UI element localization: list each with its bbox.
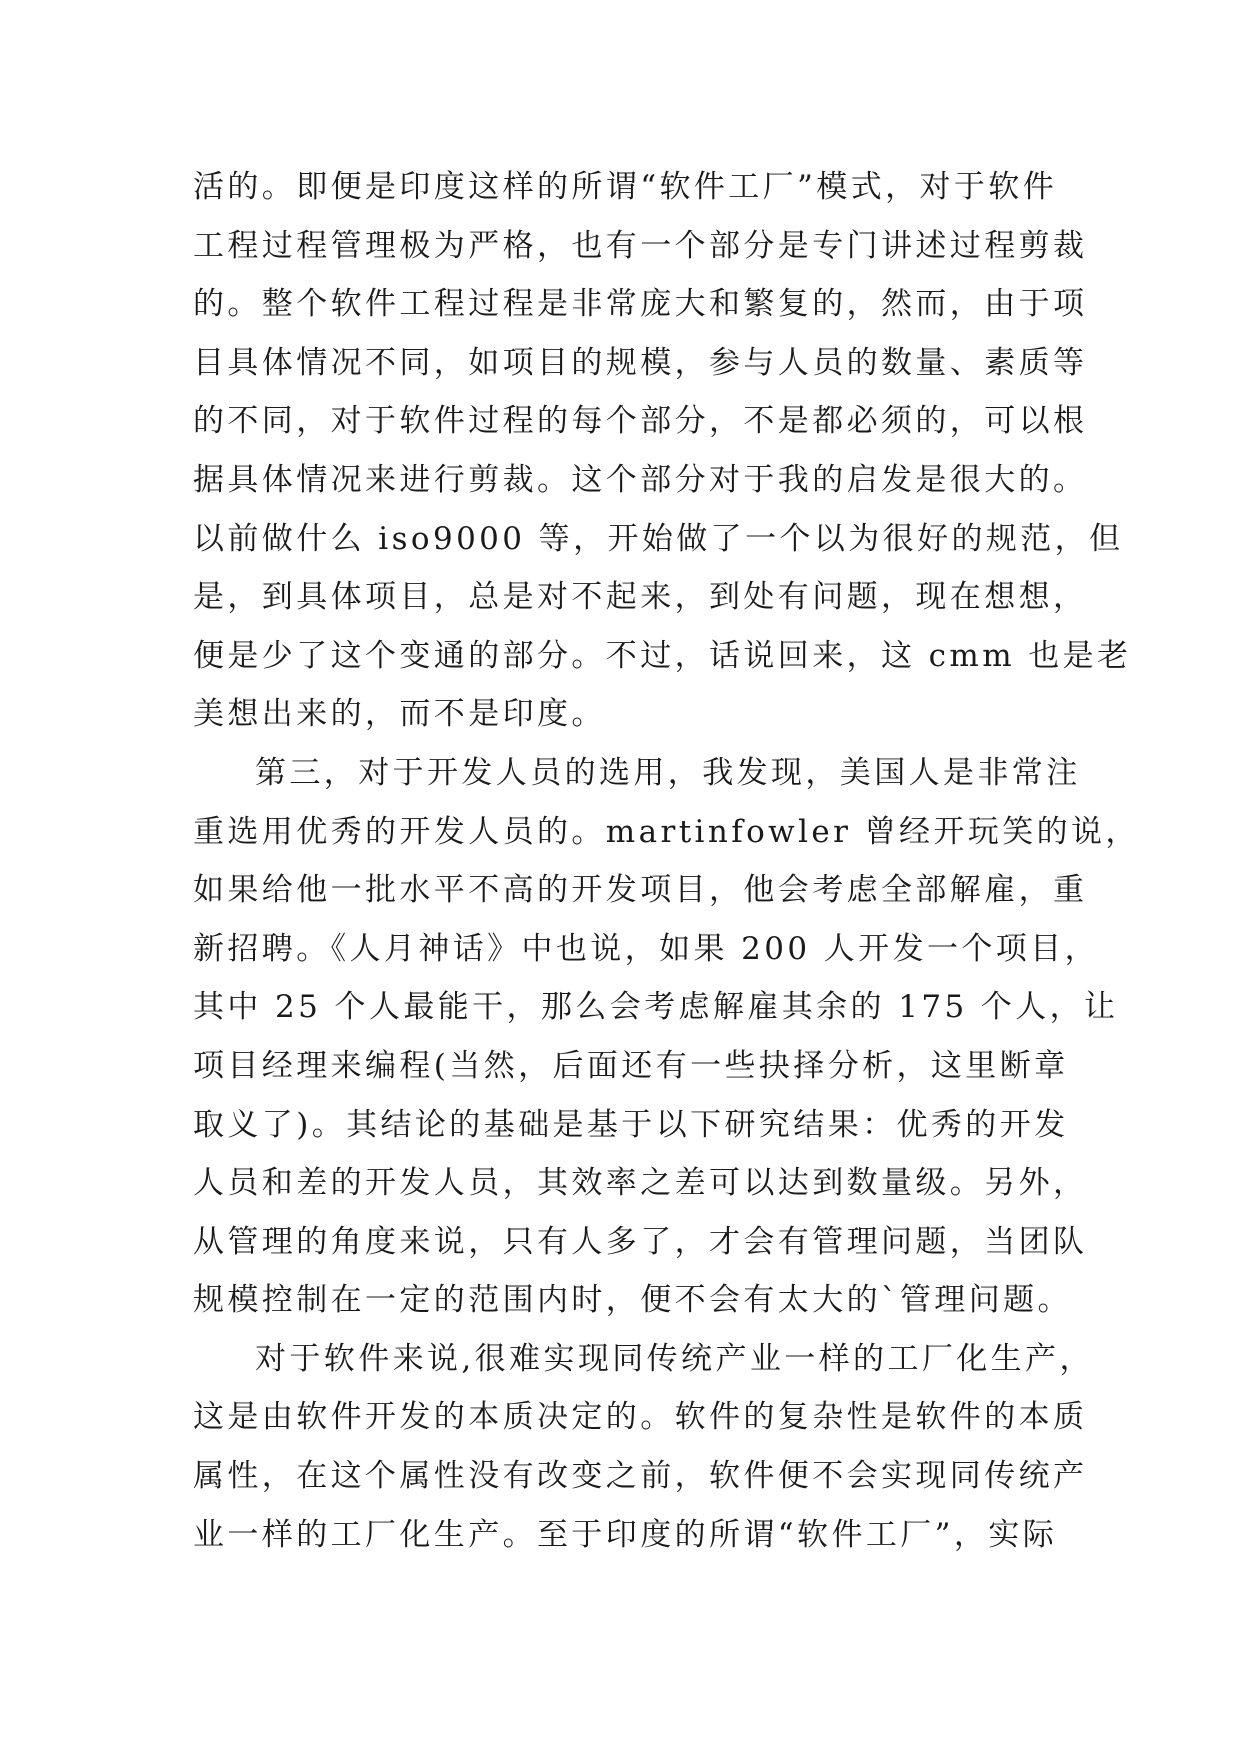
text-line: 属性，在这个属性没有改变之前，软件便不会实现同传统产 bbox=[193, 1458, 1088, 1495]
text-line: 取义了)。其结论的基础是基于以下研究结果：优秀的开发 bbox=[193, 1106, 1069, 1143]
text-line: 如果给他一批水平不高的开发项目，他会考虑全部解雇，重 bbox=[193, 872, 1088, 909]
text-line: 其中 25 个人最能干，那么会考虑解雇其余的 175 个人，让 bbox=[193, 989, 1119, 1026]
text-line: 目具体情况不同，如项目的规模，参与人员的数量、素质等 bbox=[193, 344, 1088, 381]
text-line: 的。整个软件工程过程是非常庞大和繁复的，然而，由于项 bbox=[193, 286, 1088, 323]
text-line: 活的。即便是印度这样的所谓“软件工厂”模式，对于软件 bbox=[193, 169, 1058, 205]
text-line: 便是少了这个变通的部分。不过，话说回来，这 cmm 也是老 bbox=[193, 637, 1132, 674]
paragraph-start-line: 对于软件来说,很难实现同传统产业一样的工厂化生产， bbox=[255, 1340, 1094, 1377]
text-line: 以前做什么 iso9000 等，开始做了一个以为很好的规范，但 bbox=[193, 520, 1124, 557]
body-text bbox=[193, 158, 1140, 1564]
text-line: 从管理的角度来说，只有人多了，才会有管理问题，当团队 bbox=[193, 1223, 1088, 1260]
text-line: 新招聘。《人月神话》中也说，如果 200 人开发一个项目， bbox=[193, 930, 1099, 967]
text-line: 项目经理来编程(当然，后面还有一些抉择分析，这里断章 bbox=[193, 1047, 1069, 1084]
text-line: 的不同，对于软件过程的每个部分，不是都必须的，可以根 bbox=[193, 403, 1088, 440]
text-line: 规模控制在一定的范围内时，便不会有太大的`管理问题。 bbox=[193, 1282, 1072, 1319]
text-line: 美想出来的，而不是印度。 bbox=[193, 696, 606, 733]
paragraph-start-line: 第三，对于开发人员的选用，我发现，美国人是非常注 bbox=[255, 754, 1081, 791]
text-line: 业一样的工厂化生产。至于印度的所谓“软件工厂”，实际 bbox=[193, 1516, 1058, 1553]
text-line: 据具体情况来进行剪裁。这个部分对于我的启发是很大的。 bbox=[193, 461, 1088, 498]
text-line: 是，到具体项目，总是对不起来，到处有问题，现在想想， bbox=[193, 579, 1088, 616]
text-line: 工程过程管理极为严格，也有一个部分是专门讲述过程剪裁 bbox=[193, 227, 1088, 264]
text-line: 重选用优秀的开发人员的。martinfowler 曾经开玩笑的说， bbox=[193, 813, 1140, 850]
text-line: 人员和差的开发人员，其效率之差可以达到数量级。另外， bbox=[193, 1165, 1088, 1202]
text-line: 这是由软件开发的本质决定的。软件的复杂性是软件的本质 bbox=[193, 1399, 1088, 1436]
